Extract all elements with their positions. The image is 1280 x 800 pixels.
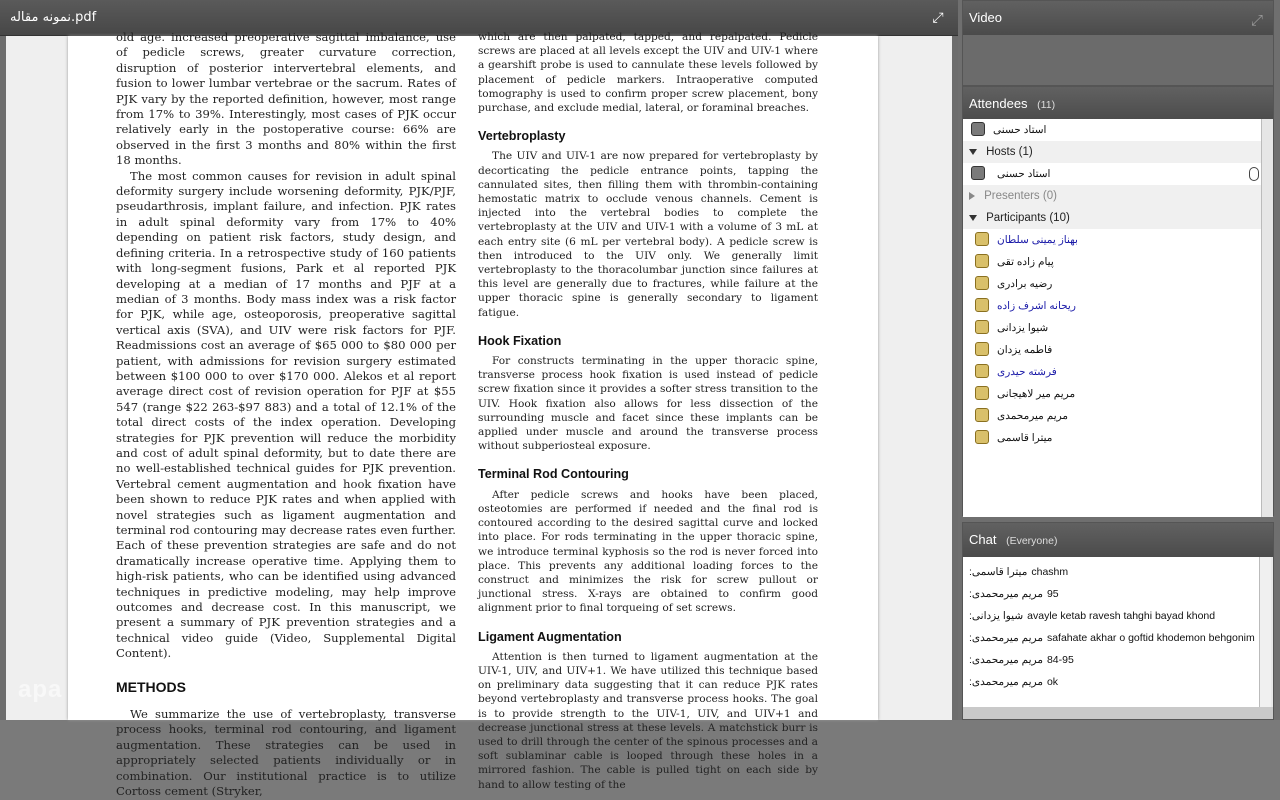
chat-text: chashm <box>1031 566 1069 578</box>
paragraph: which are then palpated, tapped, and repalpated. Pedicle screws are placed at all levels except the UIV and UIV-1 where a gearshift probe is used to cannulate these levels followed by placement of pedicle markers. Intraoperative computed tomography is used to confirm proper screw placement, bony purchase, and exclude medial, lateral, or foraminal breaches. <box>478 31 818 115</box>
attendee-name: استاد حسنی <box>993 124 1047 136</box>
attendee-row[interactable] <box>963 427 1263 449</box>
participant-icon <box>975 364 989 378</box>
chat-message <box>969 627 1255 649</box>
right-column <box>478 30 818 792</box>
chat-pod <box>962 522 1274 720</box>
chat-message <box>969 649 1074 671</box>
chat-sender: شیوا یزدانی: <box>969 610 1024 622</box>
attendee-name: میترا قاسمی <box>997 432 1053 444</box>
watermark-logo: apa <box>18 676 63 703</box>
group-hosts[interactable] <box>963 141 1263 163</box>
participant-icon <box>975 320 989 334</box>
pdf-viewer[interactable] <box>6 30 952 799</box>
chat-scrollbar[interactable] <box>1259 557 1271 707</box>
attendee-row[interactable] <box>963 273 1263 295</box>
host-user-icon <box>971 166 985 180</box>
fullscreen-icon[interactable]: ⤢ <box>1250 11 1263 29</box>
host-user-icon <box>971 122 985 136</box>
participant-icon <box>975 254 989 268</box>
participant-icon <box>975 298 989 312</box>
chat-message <box>969 605 1215 627</box>
chat-pod-title: Chat <box>969 532 997 547</box>
attendee-row[interactable] <box>963 295 1263 317</box>
chat-sender: میترا قاسمی: <box>969 566 1028 578</box>
paragraph: The most common causes for revision in adult spinal deformity surgery include worsening deformity, PJK/PJF, pseudarthrosis, implant failure, and infection. PJK rates in adult spinal deformity vary from 17% to 40% depending on patient risk factors, study design, and defining criteria. In a retrospective study of 160 patients with long-segment fusions, Park et al reported PJK developing at a median of 17 months and PJF at a median of 3 months. Body mass index was a risk factor for PJK, while age, osteoporosis, preoperative sagittal vertical axis (SVA), and UIV were risk factors for PJF. Readmissions cost an average of $65 000 to $80 000 per patient, with admissions for revision surgery estimated between $100 000 to over $170 000. Alekos et al report average direct cost of revision operation for PJF at $55 547 (range $22 263-$97 883) and a total of 12.1% of the total direct costs of the index operation. Developing strategies for PJK prevention will reduce the morbidity and cost of adult spinal deformity, but to date there are no well-established technical guides for PJK prevention. Vertebral cement augmentation and hook fixation have been shown to reduce PJK rates and when applied with novel strategies such as ligament augmentation and terminal rod contouring may decrease rates even further. Each of these prevention strategies are safe and do not dramatically increase operative time. Applying them to high-risk patients, who can be identified using advanced techniques in predictive modeling, may help improve outcomes and decrease cost. In this manuscript, we present a summary of PJK prevention strategies and a technical video guide (Video, Supplemental Digital Content). <box>116 168 456 661</box>
attendee-name: پیام زاده تقی <box>997 256 1054 268</box>
chat-text: safahate akhar o goftid khodemon behgonim <box>1046 632 1255 644</box>
paragraph: Attention is then turned to ligament augmentation at the UIV-1, UIV, and UIV+1. We have utilized this technique based on preliminary data suggesting that it can reduce PJK rates beyond vertebroplasty and transverse process hooks. The goal is to provide strength to the UIV-1, UIV, and UIV+1 and decrease junctional stress at these levels. A matchstick burr is used to drill through the center of the spinous processes and a soft sublaminar cable is looped through these holes in a mirrored fashion. The cable is pulled tight on each side by hand to allow testing of the <box>478 650 818 791</box>
paragraph: The UIV and UIV-1 are now prepared for vertebroplasty by decorticating the pedicle entrance points, tapping the cannulated sites, then filling them with thrombin-containing hemostatic matrix to occlude venous channels. Cement is injected into the vertebral bodies to complete the vertebroplasty at the UIV and UIV-1 with a volume of 3 mL at each entry site (6 mL per vertebral body). A pedicle screw is then introduced to the UIV only. We generally limit vertebroplasty to the thoracolumbar junction since failures at this level are generally due to fractures, while failure at the upper thoracic spine is generally secondary to ligament fatigue. <box>478 150 818 319</box>
attendee-count: (11) <box>1037 99 1056 111</box>
left-column <box>116 30 456 800</box>
attendee-name: بهناز یمینی سلطان <box>997 234 1078 246</box>
chevron-down-icon <box>969 215 977 221</box>
attendee-list <box>963 119 1263 517</box>
chat-message <box>969 561 1068 583</box>
chat-message <box>969 671 1058 693</box>
paragraph: For constructs terminating in the upper thoracic spine, transverse process hook fixation is used instead of pedicle screw fixation since it provides a softer stress transition to the UIV. Hook fixation also allows for less dissection of the surrounding muscle and facet since these implants can be applied under muscle and around the transverse process without subperiosteal exposure. <box>478 355 818 453</box>
attendee-row[interactable] <box>963 229 1263 251</box>
section-heading: METHODS <box>116 678 186 695</box>
pdf-page <box>68 30 878 799</box>
chat-text: 84-95 <box>1046 654 1074 666</box>
chat-scope[interactable]: (Everyone) <box>1006 535 1058 547</box>
attendee-name: مریم میر لاهیجانی <box>997 388 1076 400</box>
participant-icon <box>975 430 989 444</box>
attendee-name: فاطمه یزدان <box>997 344 1053 356</box>
chat-sender: مریم میرمحمدی: <box>969 654 1043 666</box>
video-pod-header <box>963 1 1273 35</box>
paragraph: We summarize the use of vertebroplasty, transverse process hooks, terminal rod contouring, and ligament augmentation. These strategies can be used in appropriately selected patients individually or in combination. Our institutional practice is to utilize Cortoss cement (Stryker, <box>116 707 456 799</box>
chat-text: 95 <box>1046 588 1059 600</box>
attendee-row[interactable] <box>963 361 1263 383</box>
attendee-row[interactable] <box>963 383 1263 405</box>
participant-icon <box>975 408 989 422</box>
group-label: Participants (10) <box>986 212 1070 224</box>
pdf-filename: نمونه مقاله.pdf <box>10 10 97 25</box>
chevron-down-icon <box>969 149 977 155</box>
video-pod <box>962 0 1274 86</box>
attendees-pod-header <box>963 87 1273 121</box>
current-user-row[interactable] <box>963 119 1263 141</box>
expand-icon[interactable]: ⤢ <box>932 10 944 26</box>
right-panel <box>958 0 1280 720</box>
section-heading: Vertebroplasty <box>478 129 566 144</box>
chat-sender: مریم میرمحمدی: <box>969 588 1043 600</box>
chat-message-list <box>963 557 1259 707</box>
section-heading: Hook Fixation <box>478 333 562 348</box>
paragraph: old age. increased preoperative sagittal imbalance, use of pedicle screws, greater curvature correction, disruption of posterior intervertebral elements, and fusion to lower lumbar vertebrae or the sacrum. Rates of PJK vary by the reported definition, however, most range from 17% to 39%. Interestingly, most cases of PJK occur relatively early in the postoperative course: 66% are observed in the first 3 months and 80% within the first 18 months. <box>116 30 456 168</box>
attendee-name: ریحانه اشرف زاده <box>997 300 1076 312</box>
attendee-name: رضیه برادری <box>997 278 1053 290</box>
group-presenters[interactable] <box>963 185 1263 207</box>
paragraph: After pedicle screws and hooks have been placed, osteotomies are performed if needed and the final rod is contoured according to the desired sagittal curve and locked into place. For rods terminating in the upper thoracic spine, we introduce terminal kyphosis so the rod is never forced into place. This prevents any additional loading forces to the construct and minimizes the risk for screw pullout or junctional stress. X-rays are obtained to confirm good alignment prior to final torqueing of set screws. <box>478 488 818 615</box>
attendee-name: مریم میرمحمدی <box>997 410 1069 422</box>
chat-sender: مریم میرمحمدی: <box>969 676 1043 688</box>
attendee-name: استاد حسنی <box>997 168 1051 180</box>
participant-icon <box>975 232 989 246</box>
chat-sender: مریم میرمحمدی: <box>969 632 1043 644</box>
attendees-pod-title: Attendees <box>969 96 1028 111</box>
microphone-icon <box>1249 167 1259 181</box>
chevron-right-icon <box>969 192 975 200</box>
group-label: Hosts (1) <box>986 146 1033 158</box>
participant-icon <box>975 386 989 400</box>
section-heading: Terminal Rod Contouring <box>478 467 629 482</box>
attendee-row[interactable] <box>963 405 1263 427</box>
attendee-row[interactable] <box>963 317 1263 339</box>
participant-icon <box>975 342 989 356</box>
attendee-scrollbar[interactable] <box>1261 119 1273 517</box>
attendees-pod <box>962 86 1274 516</box>
attendee-row[interactable] <box>963 251 1263 273</box>
attendee-row[interactable] <box>963 163 1263 185</box>
attendee-name: شیوا یزدانی <box>997 322 1049 334</box>
video-pod-title: Video <box>969 10 1003 25</box>
chat-message <box>969 583 1059 605</box>
attendee-row[interactable] <box>963 339 1263 361</box>
group-label: Presenters (0) <box>984 190 1057 202</box>
chat-text: ok <box>1046 676 1059 688</box>
participant-icon <box>975 276 989 290</box>
group-participants[interactable] <box>963 207 1263 229</box>
section-heading: Ligament Augmentation <box>478 629 622 644</box>
chat-text: avayle ketab ravesh tahghi bayad khond <box>1027 610 1216 622</box>
chat-pod-header <box>963 523 1273 557</box>
chat-input-area[interactable] <box>963 707 1273 719</box>
attendee-name: فرشته حیدری <box>997 366 1057 378</box>
